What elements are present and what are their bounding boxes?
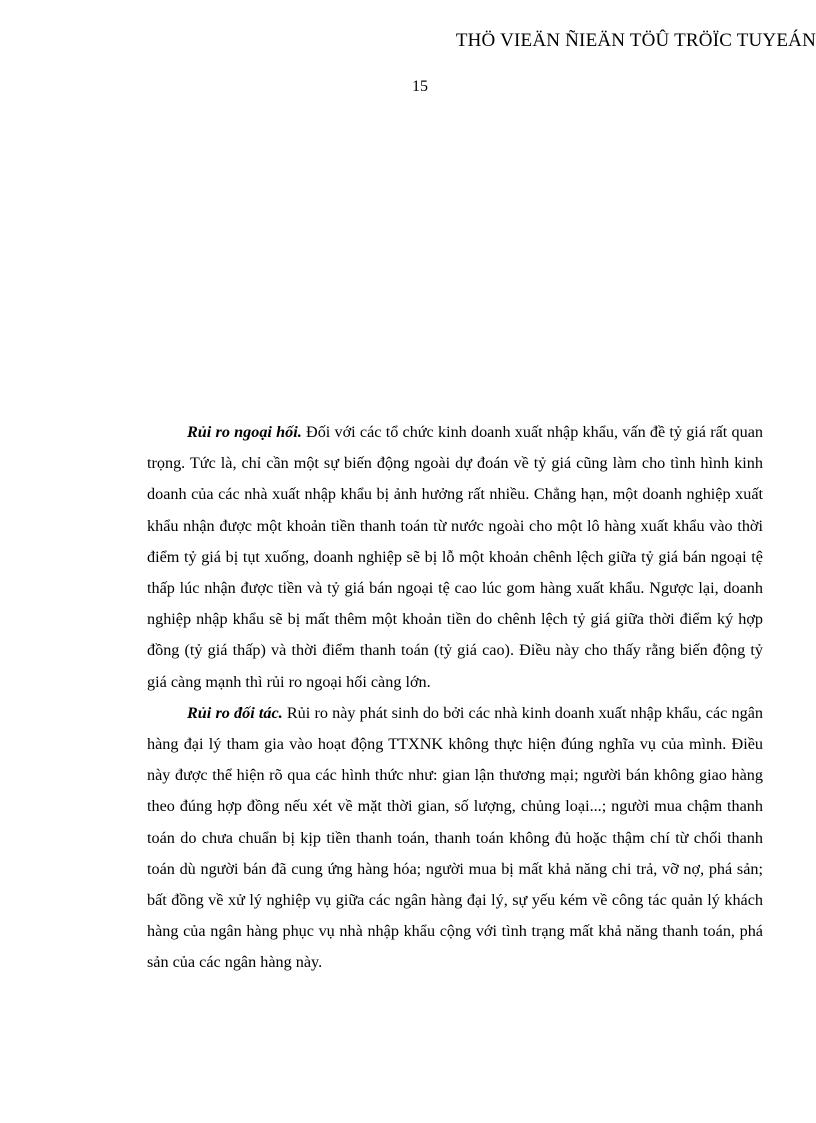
paragraph-body: Rủi ro này phát sinh do bởi các nhà kinh doanh xuất nhập khẩu, các ngân hàng đại lý tham gia vào hoạt động TTXNK không thực hiện đúng nghĩa vụ của mình. Điều này được thể hiện rõ qua các hình thức như: gian lận thương mại; người bán không giao hàng theo đúng hợp đồng nếu xét về mặt thời gian, số lượng, chủng loại...; người mua chậm thanh toán do chưa chuẩn bị kịp tiền thanh toán, thanh toán không đủ hoặc thậm chí từ chối thanh toán dù người bán đã cung ứng hàng hóa; người mua bị mất khả năng chi trả, vỡ nợ, phá sản; bất đồng về xử lý nghiệp vụ giữa các ngân hàng đại lý, sự yếu kém về công tác quản lý khách hàng của ngân hàng phục vụ nhà nhập khẩu cộng với tình trạng mất khả năng thanh toán, phá sản của các ngân hàng này. [147, 703, 764, 972]
running-header: THÖ VIEÄN ÑIEÄN TÖÛ TRÖÏC TUYEÁN [455, 30, 816, 51]
page-number: 15 [412, 78, 428, 95]
paragraph-heading: Rủi ro ngoại hối. [187, 423, 302, 441]
paragraph-heading: Rủi ro đối tác. [187, 703, 283, 722]
paragraph-body: Đối với các tổ chức kinh doanh xuất nhập khẩu, vấn đề tỷ giá rất quan trọng. Tức là, chỉ cần một sự biến động ngoài dự đoán về tỷ giá cũng làm cho tình hình kinh doanh của các nhà xuất nhập khẩu bị ảnh hưởng rất nhiều. Chẳng hạn, một doanh nghiệp xuất khẩu nhận được một khoản tiền thanh toán từ nước ngoài cho một lô hàng xuất khẩu vào thời điểm tỷ giá bị tụt xuống, doanh nghiệp sẽ bị lỗ một khoản chênh lệch giữa tỷ giá bán ngoại tệ thấp lúc nhận được tiền và tỷ giá bán ngoại tệ cao lúc gom hàng xuất khẩu. Ngược lại, doanh nghiệp nhập khẩu sẽ bị mất thêm một khoản tiền do chênh lệch tỷ giá giữa thời điểm ký hợp đồng (tỷ giá thấp) và thời điểm thanh toán (tỷ giá cao). Điều này cho thấy rằng biến động tỷ giá càng mạnh thì rủi ro ngoại hối càng lớn. [147, 423, 763, 691]
paragraph-foreign-exchange-risk [147, 417, 763, 698]
paragraph-counterparty-risk [147, 698, 763, 979]
body-text [147, 417, 763, 979]
